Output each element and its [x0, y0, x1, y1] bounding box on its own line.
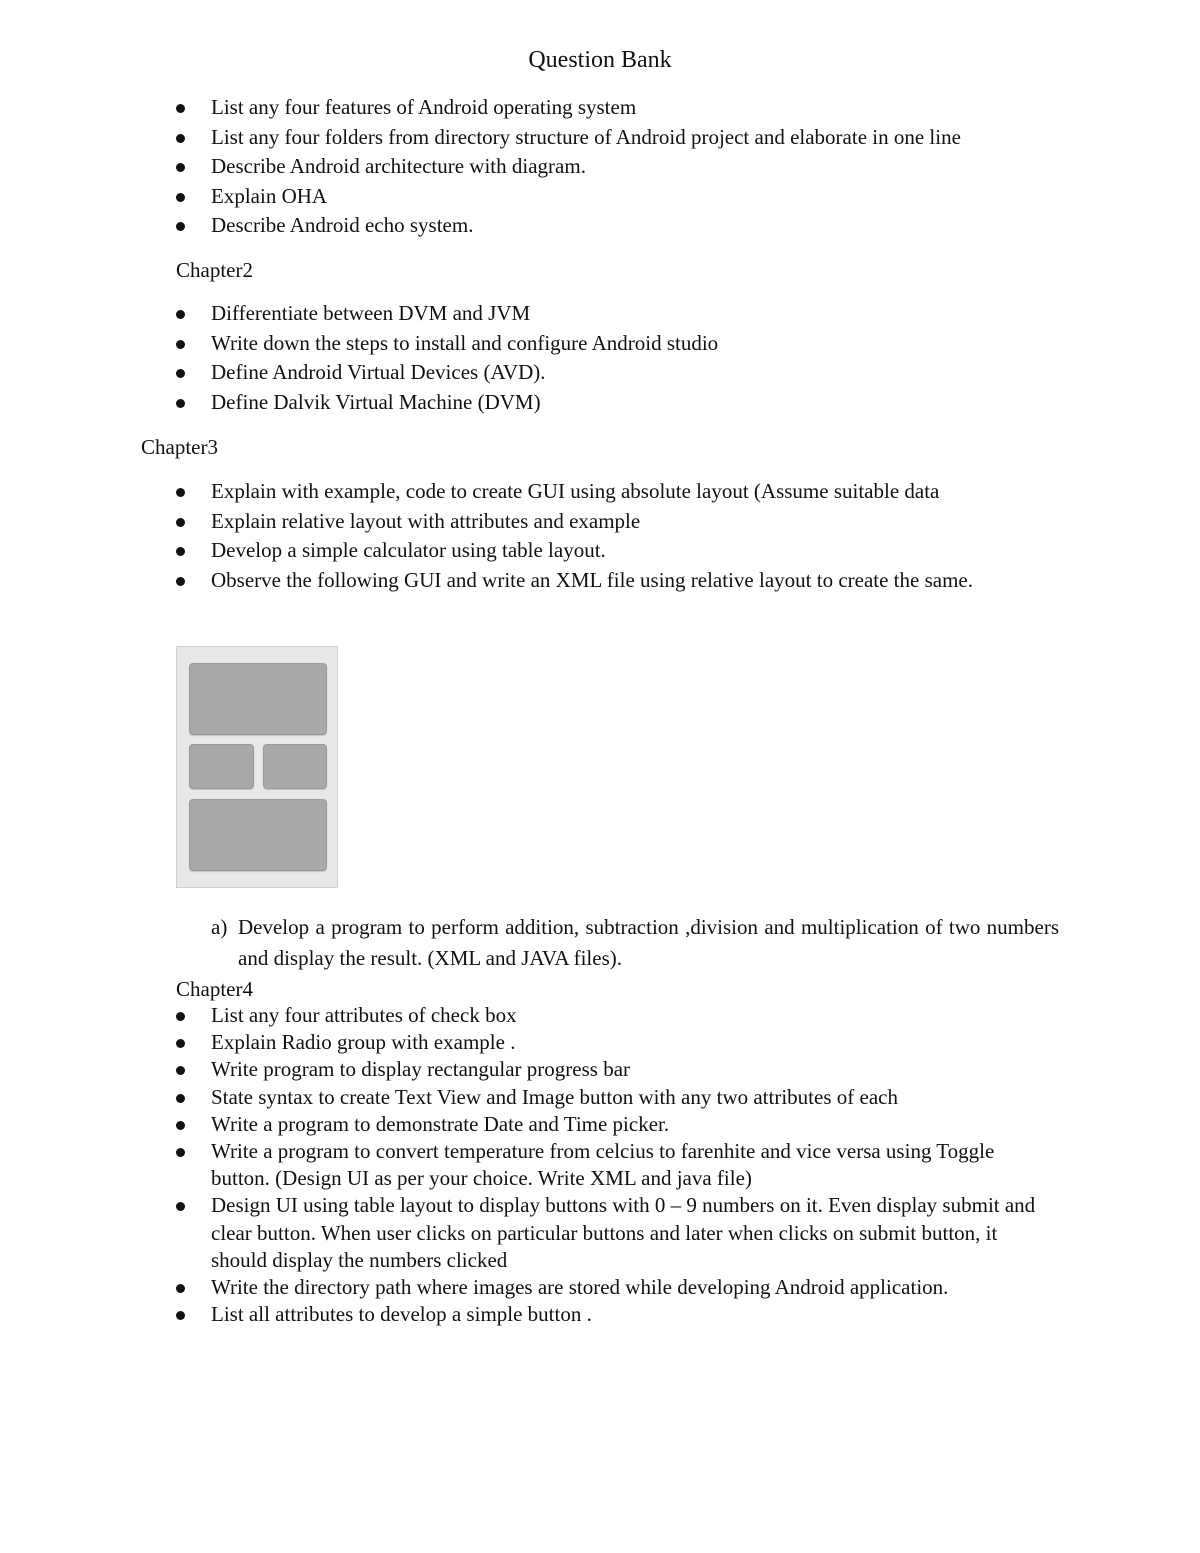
list-item: Differentiate between DVM and JVM — [176, 299, 718, 329]
list-item: Write a program to convert temperature from celcius to farenhite and vice versa using Toggle button. (Design UI as per your choice. Write XML and java file) — [176, 1138, 1056, 1192]
list-item: Write the directory path where images are stored while developing Android application. — [176, 1274, 1056, 1301]
list-item: Explain with example, code to create GUI using absolute layout (Assume suitable data — [176, 477, 1056, 507]
list-item: Write a program to demonstrate Date and Time picker. — [176, 1111, 1056, 1138]
list-item: List any four features of Android operating system — [176, 93, 961, 123]
chapter1-question-list — [176, 93, 961, 241]
chapter3-question-list — [176, 477, 1056, 595]
list-item: Write down the steps to install and configure Android studio — [176, 329, 718, 359]
list-item: List any four attributes of check box — [176, 1002, 1056, 1029]
chapter2-heading: Chapter2 — [176, 258, 253, 282]
list-item: Explain relative layout with attributes and example — [176, 507, 1056, 537]
list-item: Explain OHA — [176, 182, 961, 212]
figure-middle-left-block — [189, 744, 254, 789]
list-item: State syntax to create Text View and Image button with any two attributes of each — [176, 1084, 1056, 1111]
list-item: Explain Radio group with example . — [176, 1029, 1056, 1056]
chapter2-question-list — [176, 299, 718, 417]
list-item: Develop a simple calculator using table layout. — [176, 536, 1056, 566]
chapter3-sub-item — [211, 912, 1059, 974]
sub-item-text: Develop a program to perform addition, subtraction ,division and multiplication of two numbers and display the result. (XML and JAVA files). — [238, 915, 1059, 970]
list-item: Describe Android echo system. — [176, 211, 961, 241]
list-item: Observe the following GUI and write an XML file using relative layout to create the same. — [176, 566, 1016, 596]
sub-item-marker: a) — [211, 915, 228, 939]
list-item: Define Dalvik Virtual Machine (DVM) — [176, 388, 718, 418]
list-item: Describe Android architecture with diagram. — [176, 152, 961, 182]
page-title: Question Bank — [528, 47, 672, 73]
list-item: Define Android Virtual Devices (AVD). — [176, 358, 718, 388]
list-item: Write program to display rectangular progress bar — [176, 1056, 1056, 1083]
relative-layout-gui-figure — [176, 646, 338, 888]
list-item: Design UI using table layout to display buttons with 0 – 9 numbers on it. Even display submit and clear button. When user clicks on particular buttons and later when clicks on submit button, it should display the numbers clicked — [176, 1192, 1056, 1274]
figure-bottom-block — [189, 799, 327, 871]
chapter4-heading: Chapter4 — [176, 977, 253, 1001]
chapter3-heading: Chapter3 — [141, 435, 218, 459]
chapter4-question-list — [176, 1002, 1056, 1328]
list-item: List any four folders from directory structure of Android project and elaborate in one line — [176, 123, 961, 153]
list-item: List all attributes to develop a simple button . — [176, 1301, 1056, 1328]
figure-top-block — [189, 663, 327, 735]
figure-middle-right-block — [263, 744, 327, 789]
